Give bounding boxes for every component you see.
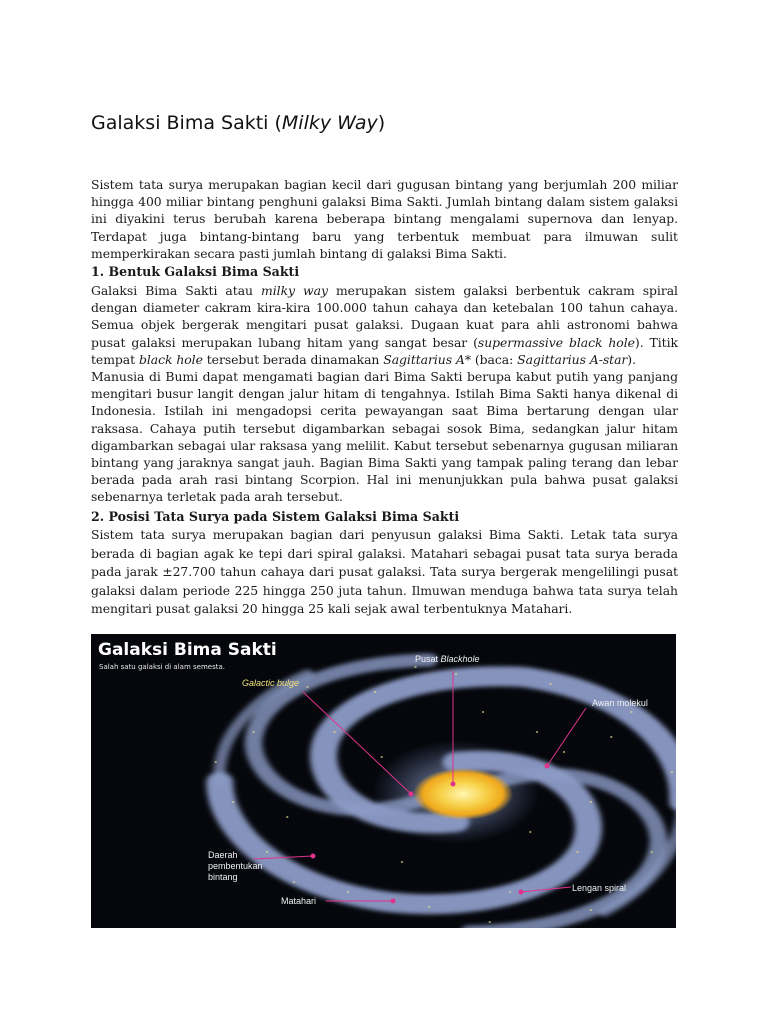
- section-1-heading: 1. Bentuk Galaksi Bima Sakti: [91, 264, 300, 279]
- galactic-core: [413, 768, 513, 820]
- title-close-text: ): [377, 112, 386, 134]
- label-spiral-arm: Lengan spiral: [572, 883, 627, 893]
- figure-subtitle: Salah satu galaksi di alam semesta.: [99, 663, 225, 671]
- intro-paragraph: Sistem tata surya merupakan bagian kecil dari gugusan bintang yang berjumlah 200 miliar hingga 400 miliar bintang penghuni galaksi Bima Sakti. Jumlah bintang dalam sistem galaksi ini diyakini terus berubah karena beberapa bintang mengalami supernova dan lenyap. Terdapat juga bintang-bintang baru yang terbentuk membuat para ilmuwan sulit memperkirakan secara pasti jumlah bintang di galaksi Bima Sakti.: [91, 177, 678, 261]
- label-galactic-bulge: Galactic bulge: [242, 678, 300, 688]
- label-star-forming-region: Daerah pembentukan bintang: [208, 850, 263, 882]
- section-1-paragraph-2: Manusia di Bumi dapat mengamati bagian dari Bima Sakti berupa kabut putih yang panjang mengitari busur langit dengan jalur hitam di tengahnya. Istilah Bima Sakti hanya dikenal di Indonesia. Istilah ini mengadopsi cerita pewayangan saat Bima bertarung dengan ular raksasa. Cahaya putih tersebut digambarkan sebagai sosok Bima, sedangkan jalur hitam digambarkan sebagai ular raksasa yang melilit. Kabut tersebut sebenarnya gugusan miliaran bintang yang jaraknya sangat jauh. Bagian Bima Sakti yang tampak paling terang dan lebar berada pada arah rasi bintang Scorpion. Hal ini menunjukkan pula bahwa pusat galaksi sebenarnya terletak pada arah tersebut.: [91, 369, 678, 505]
- label-molecular-cloud: Awan molekul: [592, 698, 648, 708]
- section-1-paragraph-1: Galaksi Bima Sakti atau milky way merupakan sistem galaksi berbentuk cakram spiral dengan diameter cakram kira-kira 100.000 tahun cahaya dan ketebalan 100 tahun cahaya. Semua objek bergerak mengitari pusat galaksi. Dugaan kuat para ahli astronomi bahwa pusat galaksi merupakan lubang hitam yang sangat besar (supermassive black hole). Titik tempat black hole tersebut berada dinamakan Sagittarius A* (baca: Sagittarius A-star).: [91, 283, 678, 367]
- section-2-paragraph: Sistem tata surya merupakan bagian dari penyusun galaksi Bima Sakti. Letak tata surya berada di bagian agak ke tepi dari spiral galaksi. Matahari sebagai pusat tata surya berada pada jarak ±27.700 tahun cahaya dari pusat galaksi. Tata surya bergerak mengelilingi pusat galaksi dalam periode 225 hingga 250 juta tahun. Ilmuwan menduga bahwa tata surya telah mengitari pusat galaksi 20 hingga 25 kali sejak awal terbentuknya Matahari.: [91, 527, 678, 617]
- page-title: [91, 112, 385, 134]
- section-2-heading: 2. Posisi Tata Surya pada Sistem Galaksi Bima Sakti: [91, 509, 460, 524]
- figure-title: Galaksi Bima Sakti: [98, 640, 277, 660]
- title-italic-text: Milky Way: [281, 112, 378, 134]
- title-text: Galaksi Bima Sakti (: [91, 112, 282, 134]
- label-center-blackhole: Pusat Blackhole: [415, 654, 480, 664]
- galaxy-figure: [91, 634, 676, 928]
- label-sun: Matahari: [281, 896, 317, 906]
